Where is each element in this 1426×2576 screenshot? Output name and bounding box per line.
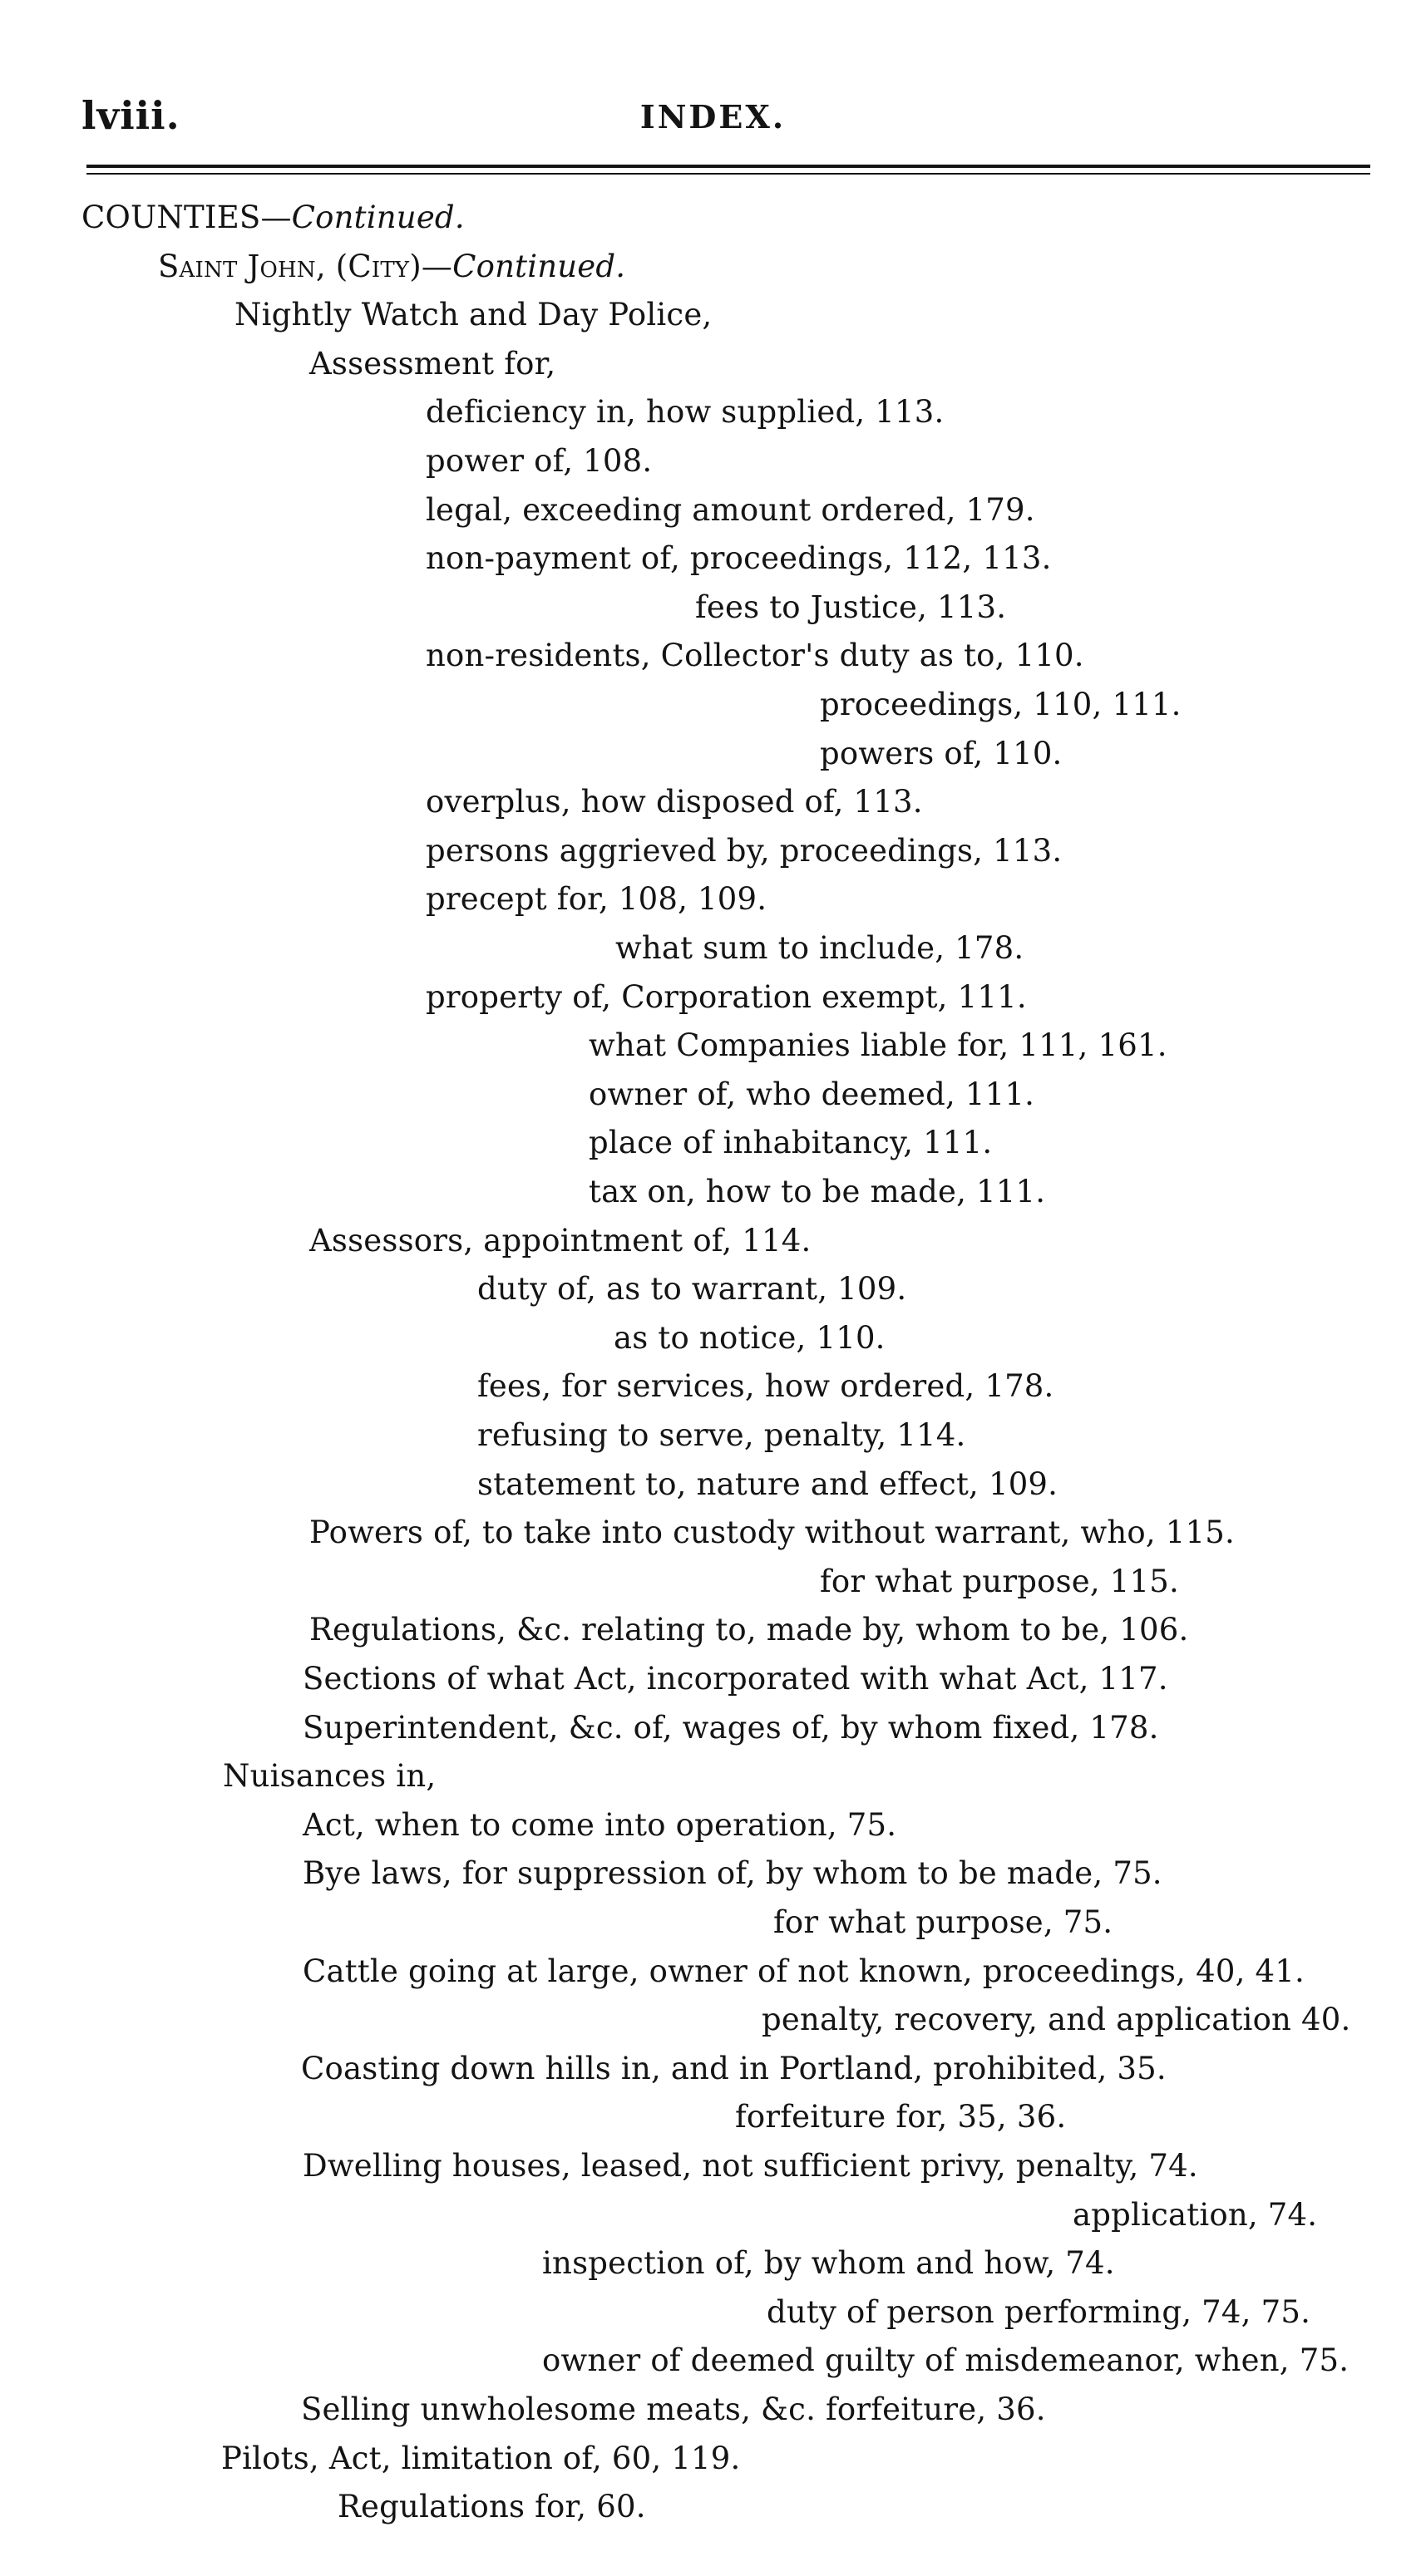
index-entry-text: Cattle going at large, owner of not known, proceedings, 40, 41. [303,1953,1305,1989]
index-entry-text: fees to Justice, 113. [695,589,1007,625]
index-entry-text: Act, when to come into operation, 75. [303,1807,897,1843]
index-entry-text: Pilots, Act, limitation of, 60, 119. [221,2441,741,2476]
index-entry [338,2489,646,2525]
index-entry-text: owner of, who deemed, 111. [589,1076,1035,1112]
index-entry-text: Regulations for, 60. [338,2489,646,2524]
index-entry [303,1855,1162,1892]
index-entry-text: as to notice, 110. [614,1320,886,1356]
index-entry [309,1515,1235,1551]
index-entry-text: overplus, how disposed of, 113. [426,784,923,820]
index-entry [615,930,1024,967]
index-entry-text: Nuisances in, [223,1758,437,1794]
running-head: INDEX. [639,98,787,135]
index-entry-text: Dwelling houses, leased, not sufficient privy, penalty, 74. [303,2148,1198,2184]
index-entry-text: power of, 108. [426,443,653,479]
index-entry [614,1320,886,1357]
index-entry [426,638,1084,674]
index-entry-text: persons aggrieved by, proceedings, 113. [426,833,1063,869]
index-entry [589,1174,1045,1210]
index-entry-text: Bye laws, for suppression of, by whom to be made, 75. [303,1855,1162,1891]
index-entry-text: tax on, how to be made, 111. [589,1174,1046,1209]
index-entry [477,1417,965,1454]
index-entry [589,1076,1034,1113]
index-entry-text: deficiency in, how supplied, 113. [426,394,945,430]
index-entry-text: Coasting down hills in, and in Portland, prohibited, 35. [301,2051,1167,2086]
index-entry-text: refusing to serve, penalty, 114. [477,1417,966,1453]
index-entry-text: COUNTIES— [81,199,292,235]
index-entry [303,1661,1168,1697]
index-entry [589,1027,1167,1064]
index-entry-text: application, 74. [1073,2197,1318,2233]
index-entry [426,979,1027,1016]
index-entry [426,443,652,480]
index-entry-text: non-residents, Collector's duty as to, 110. [426,638,1084,673]
index-entry-text: Assessment for, [309,346,556,382]
index-entry-text: for what purpose, 115. [820,1564,1179,1599]
index-entry [309,346,555,382]
index-entry [773,1904,1113,1941]
continued-label: Continued. [291,199,465,235]
index-entry [303,1807,896,1844]
index-entry-text: for what purpose, 75. [773,1904,1113,1940]
index-entry [1073,2197,1317,2234]
index-entry-text: legal, exceeding amount ordered, 179. [426,492,1035,528]
index-entry-text: penalty, recovery, and application 40. [762,2002,1351,2037]
index-entry-text: non-payment of, proceedings, 112, 113. [426,540,1052,576]
index-entry [820,736,1063,772]
header-rule-thick [86,165,1370,168]
index-entry [589,1125,992,1161]
index-entry [426,881,767,918]
index-entry-text: duty of, as to warrant, 109. [477,1271,907,1307]
index-entry [542,2245,1115,2282]
continued-label: Continued. [452,249,626,284]
index-entry-text: what sum to include, 178. [615,930,1024,966]
index-entry-text: forfeiture for, 35, 36. [735,2099,1067,2135]
index-entry-text: Assessors, appointment of, 114. [309,1223,812,1258]
index-entry [426,784,923,820]
index-entry [426,492,1035,529]
header-rule-thin [86,173,1370,175]
index-entry [735,2099,1066,2135]
index-entry [820,1564,1179,1600]
index-entry-text: fees, for services, how ordered, 178. [477,1368,1054,1404]
index-entry-text: powers of, 110. [820,736,1063,771]
index-entry [477,1271,906,1308]
index-entry-text: precept for, 108, 109. [426,881,767,917]
index-entry-text: duty of person performing, 74, 75. [767,2294,1311,2330]
index-entry-text: property of, Corporation exempt, 111. [426,979,1027,1015]
index-entry [221,2441,741,2477]
index-entry-text: owner of deemed guilty of misdemeanor, when, 75. [542,2342,1350,2378]
index-entry [477,1466,1058,1503]
index-entry [301,2391,1046,2428]
index-entry [303,1953,1305,1990]
index-entry-text: proceedings, 110, 111. [820,687,1182,722]
index-entry-text: statement to, nature and effect, 109. [477,1466,1058,1502]
index-entry [762,2002,1351,2038]
index-entry [695,589,1006,626]
index-entry-text: Saint John, (City)— [158,249,453,284]
index-entry [303,1710,1159,1746]
index-entry [426,833,1062,869]
index-entry-text: Regulations, &c. relating to, made by, whom to be, 106. [309,1612,1189,1648]
index-entry [301,2051,1167,2087]
index-entry [820,687,1182,723]
index-entry-text: Powers of, to take into custody without warrant, who, 115. [309,1515,1235,1550]
index-entry-text: place of inhabitancy, 111. [589,1125,993,1160]
index-entry [542,2342,1349,2379]
index-entry [477,1368,1054,1405]
index-entry-text: Selling unwholesome meats, &c. forfeiture, 36. [301,2391,1046,2427]
index-entry-text: inspection of, by whom and how, 74. [542,2245,1115,2281]
index-entry [426,540,1052,577]
index-entry-text: Nightly Watch and Day Police, [234,297,713,332]
index-entry [158,249,625,285]
index-entry-text: what Companies liable for, 111, 161. [589,1027,1167,1063]
index-entry [426,394,944,431]
index-entry [234,297,712,333]
index-entry [309,1223,811,1259]
index-entry [767,2294,1310,2331]
index-entry [303,2148,1198,2184]
index-entry-text: Superintendent, &c. of, wages of, by whom fixed, 178. [303,1710,1159,1746]
page-number: lviii. [81,93,180,138]
index-entry-text: Sections of what Act, incorporated with what Act, 117. [303,1661,1168,1697]
index-entry [81,199,465,236]
index-entry [223,1758,436,1795]
index-entry [309,1612,1188,1648]
